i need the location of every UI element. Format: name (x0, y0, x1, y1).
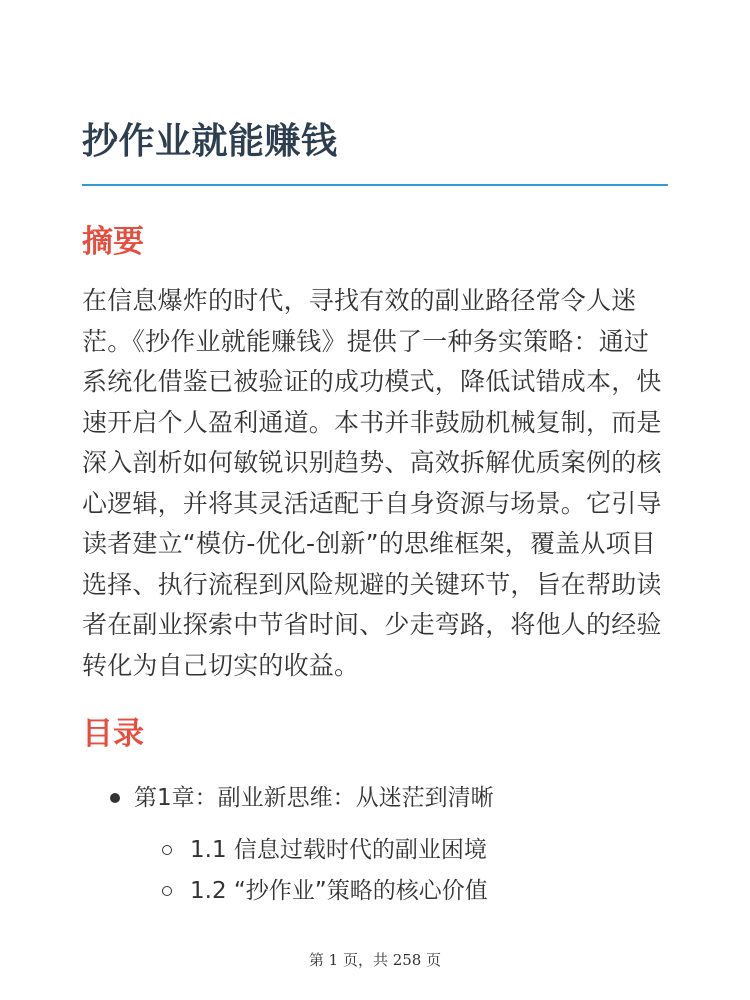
bullet-circle-icon (162, 886, 172, 896)
document-title: 抄作业就能赚钱 (82, 121, 338, 162)
table-of-contents (0, 776, 750, 912)
title-divider (82, 184, 668, 186)
toc-chapter-label: 第1章：副业新思维：从迷茫到清晰 (134, 785, 494, 811)
toc-section-1-1[interactable] (190, 830, 750, 871)
toc-section-label: 1.2 “抄作业”策略的核心价值 (190, 878, 488, 904)
bullet-disc-icon (110, 793, 120, 803)
page-footer: 第 1 页，共 258 页 (308, 951, 442, 969)
toc-heading: 目录 (82, 716, 144, 752)
toc-section-label: 1.1 信息过载时代的副业困境 (190, 837, 487, 863)
bullet-circle-icon (162, 845, 172, 855)
toc-chapter-1-sections (134, 830, 750, 912)
abstract-paragraph: 在信息爆炸的时代，寻找有效的副业路径常令人迷茫。《抄作业就能赚钱》提供了一种务实策略：通过系统化借鉴已被验证的成功模式，降低试错成本，快速开启个人盈利通道。本书并非鼓励机械复制，而是深入剖析如何敏锐识别趋势、高效拆解优质案例的核心逻辑，并将其灵活适配于自身资源与场景。它引导读者建立“模仿-优化-创新”的思维框架，覆盖从项目选择、执行流程到风险规避的关键环节，旨在帮助读者在副业探索中节省时间、少走弯路，将他人的经验转化为自己切实的收益。 (82, 286, 662, 680)
toc-chapter-1[interactable] (0, 776, 750, 912)
toc-section-1-2[interactable] (190, 871, 750, 912)
abstract-heading: 摘要 (82, 224, 144, 260)
